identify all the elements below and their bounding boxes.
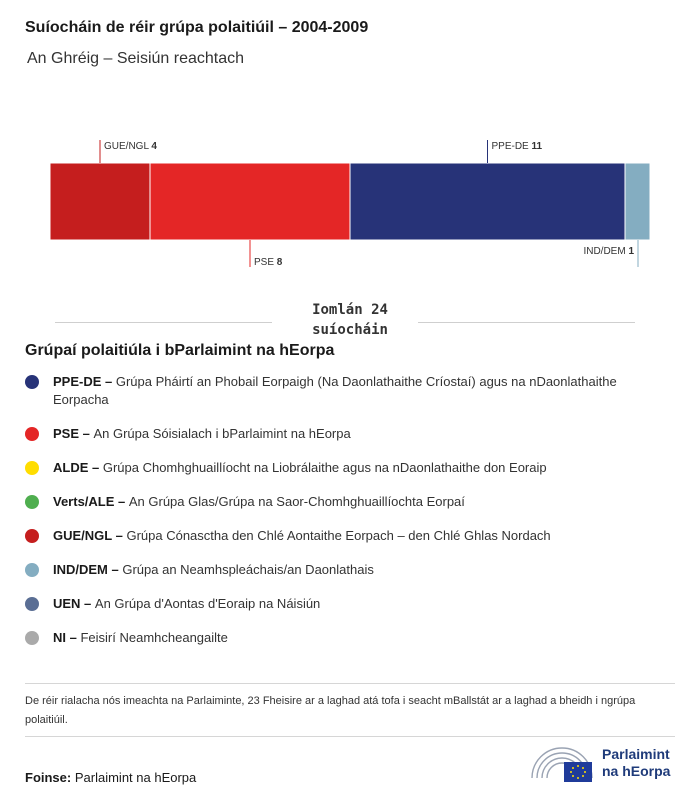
legend-title: Grúpaí polaitiúla i bParlaimint na hEorpa	[25, 342, 335, 359]
label-gue-ngl: GUE/NGL 4	[104, 141, 157, 152]
total-rule-right	[418, 322, 635, 323]
source-line	[25, 770, 196, 785]
label-ind-dem: IND/DEM 1	[583, 246, 634, 257]
legend-code: NI –	[53, 630, 81, 645]
legend-item	[25, 629, 665, 647]
legend-item	[25, 561, 665, 579]
source-value: Parlaimint na hEorpa	[74, 770, 197, 785]
legend-code: IND/DEM –	[53, 562, 123, 577]
logo-line-2: na hEorpa	[602, 763, 671, 779]
legend-code: ALDE –	[53, 460, 103, 475]
legend-text	[53, 493, 665, 511]
legend-name: Feisirí Neamhcheangailte	[80, 630, 228, 645]
bar-ind-dem	[625, 163, 650, 240]
legend-swatch	[25, 495, 39, 509]
legend-code: PPE-DE –	[53, 374, 116, 389]
bar-ppe-de	[350, 163, 625, 240]
legend-text	[53, 459, 665, 477]
legend-name: Grúpa Cónasctha den Chlé Aontaithe Eorpach – den Chlé Ghlas Nordach	[126, 528, 551, 543]
source-label: Foinse:	[25, 770, 72, 785]
legend-text	[53, 561, 665, 579]
legend-text	[53, 527, 665, 545]
hemicycle-icon	[530, 744, 600, 786]
legend-name: An Grúpa d'Aontas d'Eoraip na Náisiún	[94, 596, 321, 611]
legend-code: Verts/ALE –	[53, 494, 129, 509]
legend-swatch	[25, 427, 39, 441]
legend-text	[53, 629, 665, 647]
legend-code: GUE/NGL –	[53, 528, 127, 543]
legend-text	[53, 595, 665, 613]
legend-item	[25, 373, 665, 409]
logo-text	[602, 746, 670, 780]
legend-swatch	[25, 631, 39, 645]
legend-code: UEN –	[53, 596, 95, 611]
parliament-logo	[530, 744, 680, 786]
chart-subtitle: An Ghréig – Seisiún reachtach	[27, 50, 245, 67]
bar-pse	[150, 163, 350, 240]
legend-item	[25, 459, 665, 477]
legend-swatch	[25, 461, 39, 475]
legend-name: Grúpa Pháirtí an Phobail Eorpaigh (Na Daonlathaithe Críostaí) agus na nDaonlathaithe Eorpacha	[53, 374, 617, 407]
rules-note: De réir rialacha nós imeachta na Parlaiminte, 23 Fheisire ar a laghad atá tofa i seacht mBallstát ar a laghad a bheidh i ngrúpa polaitiúil.	[25, 695, 636, 726]
bar-gue-ngl	[50, 163, 150, 240]
legend-name: Grúpa an Neamhspleáchais/an Daonlathais	[122, 562, 374, 577]
legend-text	[53, 425, 665, 443]
divider-bottom	[25, 736, 675, 737]
label-ppe-de: PPE-DE 11	[491, 141, 543, 152]
legend-item	[25, 425, 665, 443]
logo-line-1: Parlaimint	[602, 746, 670, 762]
legend-text	[53, 373, 665, 409]
legend-item	[25, 527, 665, 545]
total-seats-label: Iomlán 24 suíocháin	[312, 302, 388, 338]
legend-swatch	[25, 375, 39, 389]
legend-swatch	[25, 597, 39, 611]
legend-item	[25, 493, 665, 511]
legend-code: PSE –	[53, 426, 94, 441]
legend-swatch	[25, 529, 39, 543]
divider-top	[25, 683, 675, 684]
legend-item	[25, 595, 665, 613]
seat-bar-chart	[0, 130, 700, 280]
legend-swatch	[25, 563, 39, 577]
total-rule-left	[55, 322, 272, 323]
chart-title: Suíocháin de réir grúpa polaitiúil – 2004-2009	[25, 19, 369, 36]
legend-name: Grúpa Chomhghuaillíocht na Liobrálaithe agus na nDaonlathaithe don Eoraip	[102, 460, 547, 475]
label-pse: PSE 8	[254, 257, 283, 268]
legend-name: An Grúpa Sóisialach i bParlaimint na hEorpa	[93, 426, 351, 441]
legend-name: An Grúpa Glas/Grúpa na Saor-Chomhghuaillíochta Eorpaí	[128, 494, 465, 509]
